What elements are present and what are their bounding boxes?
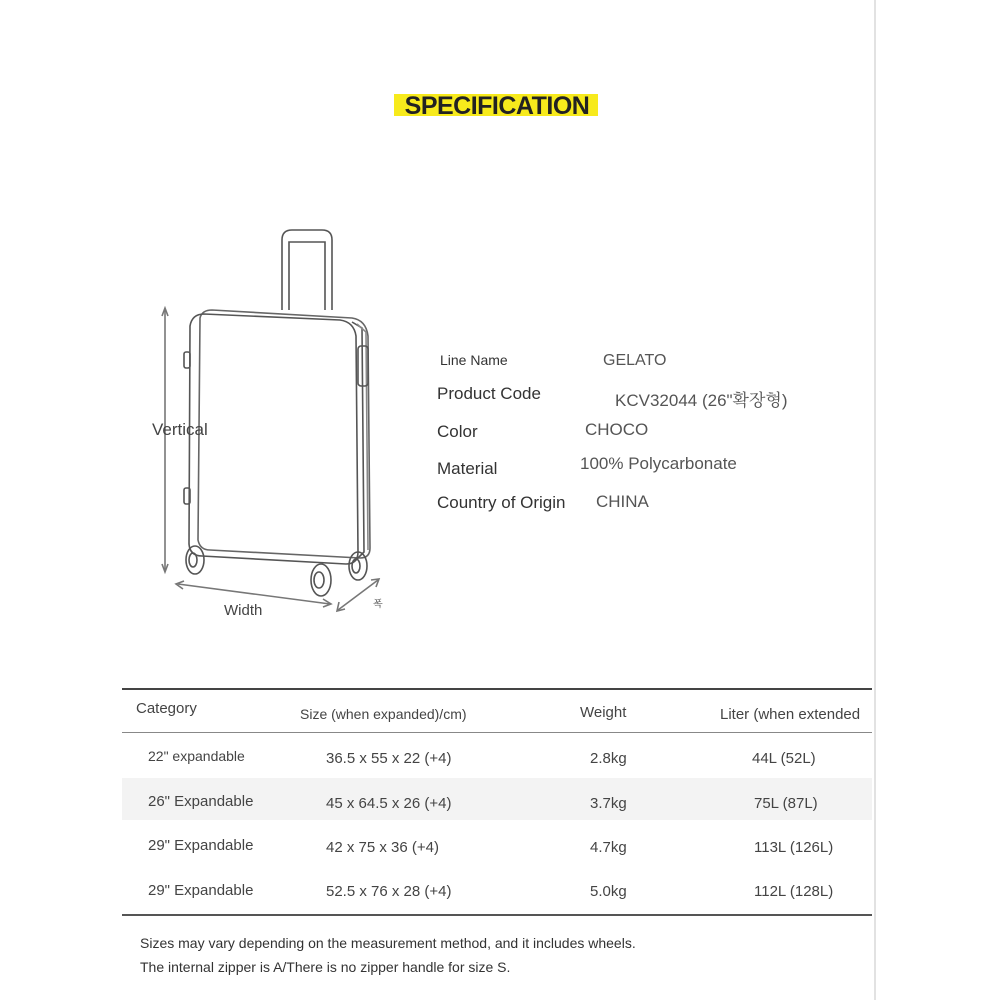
- spec-value: CHINA: [596, 492, 649, 511]
- cell-size: 42 x 75 x 36 (+4): [326, 839, 439, 856]
- table-top-rule: [122, 688, 872, 690]
- spec-line-name: [440, 352, 667, 369]
- cell-size: 52.5 x 76 x 28 (+4): [326, 883, 452, 900]
- spec-value: GELATO: [603, 352, 667, 369]
- cell-category: 26" Expandable: [148, 793, 254, 810]
- cell-weight: 2.8kg: [590, 750, 627, 767]
- cell-category: 29" Expandable: [148, 882, 254, 899]
- spec-value: KCV32044 (26"확장형): [615, 391, 788, 410]
- table-bottom-rule: [122, 914, 872, 916]
- note-zipper: The internal zipper is A/There is no zipper handle for size S.: [140, 959, 511, 975]
- cell-liter: 75L (87L): [754, 795, 818, 812]
- cell-weight: 5.0kg: [590, 883, 627, 900]
- right-border: [874, 0, 876, 1000]
- spec-label: Color: [437, 422, 478, 441]
- cell-liter: 112L (128L): [754, 883, 834, 900]
- note-sizes: Sizes may vary depending on the measurement method, and it includes wheels.: [140, 935, 636, 951]
- spec-label: Line Name: [440, 352, 508, 368]
- header-size: Size (when expanded)/cm): [300, 706, 467, 722]
- depth-label: 폭: [373, 599, 383, 610]
- spec-label: Product Code: [437, 384, 541, 403]
- width-label: Width: [224, 602, 263, 619]
- spec-product-code: [437, 384, 788, 410]
- vertical-label: Vertical: [152, 420, 208, 439]
- header-weight: Weight: [580, 704, 627, 721]
- header-liter: Liter (when extended: [720, 706, 861, 723]
- cell-size: 36.5 x 55 x 22 (+4): [326, 750, 452, 767]
- cell-category: 29" Expandable: [148, 837, 254, 854]
- cell-weight: 4.7kg: [590, 839, 627, 856]
- spec-label: Material: [437, 459, 498, 478]
- cell-liter: 113L (126L): [754, 839, 834, 856]
- table-header-rule: [122, 732, 872, 733]
- cell-weight: 3.7kg: [590, 795, 627, 812]
- header-category: Category: [136, 700, 197, 717]
- cell-liter: 44L (52L): [752, 750, 816, 767]
- spec-country: [437, 492, 649, 513]
- spec-label: Country of Origin: [437, 493, 566, 512]
- title-block: [392, 88, 602, 124]
- spec-value: CHOCO: [585, 420, 649, 439]
- spec-value: 100% Polycarbonate: [580, 454, 737, 473]
- spec-material: [437, 454, 737, 479]
- spec-color: [437, 420, 649, 442]
- cell-category: 22" expandable: [148, 748, 245, 764]
- cell-size: 45 x 64.5 x 26 (+4): [326, 795, 452, 812]
- page-title: SPECIFICATION: [404, 92, 590, 120]
